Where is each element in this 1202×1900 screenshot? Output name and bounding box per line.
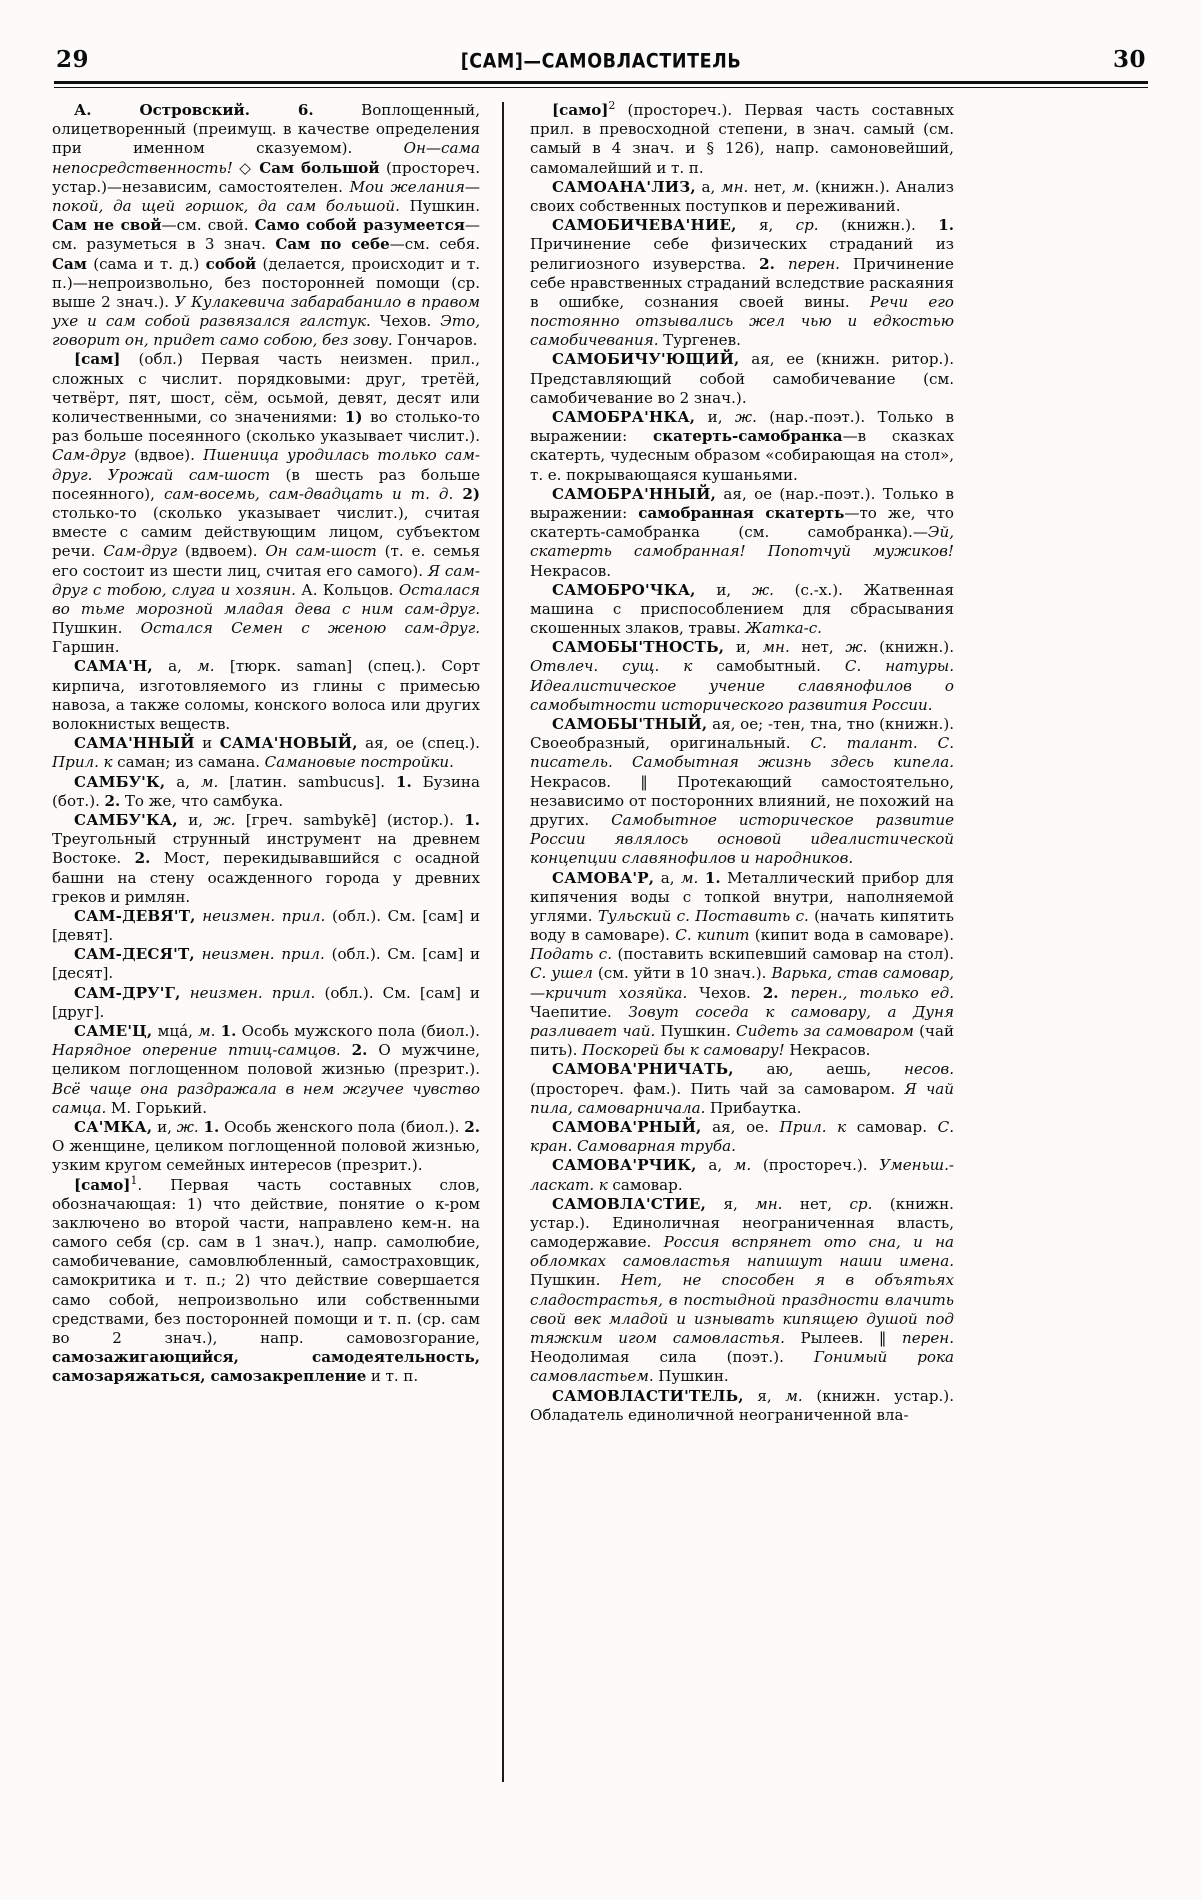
entry-samo-prefix-2: [само]$^2$ (простореч.). Первая часть составных прил. в превосходной степени, в знач. самый (см. самый в 4 знач. и § 126), напр. самоновейший, самомалейший и т. п. <box>530 98 954 177</box>
entry-samovarnyj: САМОВА'РНЫЙ, ая, ое. Прил. к самовар. С. кран. Самоварная труба. <box>530 1117 954 1156</box>
entry-samovlastitel: САМОВЛАСТИ'ТЕЛЬ, я, м. (книжн. устар.). Обладатель единоличной неограниченной вла- <box>530 1386 954 1424</box>
entry-samo-prefix-1: [само]$^1$. Первая часть составных слов, обозначающая: 1) что действие, понятие о к-ром заключено во второй части, направлено кем-н. на самого себя (ср. сам в 1 знач.), напр. самолюбие, самобичевание, самовлюбленный, самостраховщик, самокритика и т. п.; 2) что действие совершается само собой, непроизвольно или собственными средствами, без посторонней помощи и т. п. (ср. сам во 2 знач.), напр. самовозгорание, самозажигающийся, самодеятельность, самозаряжаться, самозакрепление и т. п. <box>52 1173 480 1386</box>
page-title: [САМ]—САМОВЛАСТИТЕЛЬ <box>460 50 742 74</box>
entry-samec: САМЕ'Ц, мца́, м. 1. Особь мужского пола (биол.). Нарядное оперение птиц-самцов. 2. О мужчине, целиком поглощенном половой жизнью (презрит.). Всё чаще она раздражала в нем жгучее чувство самца. М. Горький. <box>52 1022 480 1117</box>
entry-samobytnyj: САМОБЫ'ТНЫЙ, ая, ое; -тен, тна, тно (книжн.). Своеобразный, оригинальный. С. талант. С. писатель. Самобытная жизнь здесь кипела. Некрасов. ‖ Протекающий самостоятельно, независимо от посторонних влияний, не похожий на других. Самобытное историческое развитие России являлось основой идеалистической концепции славянофилов и народников. <box>530 715 954 868</box>
folio-right: 30 <box>1112 46 1146 73</box>
entry-sam-continuation: А. Островский. 6. Воплощенный, олицетворенный (преимущ. в качестве определения при именном сказуемом). Он—сама непосредственность! ◇ Сам большой (простореч. устар.)—независим, самостоятелен. Мои желания—покой, да щей горшок, да сам большой. Пушкин. Сам не свой—см. свой. Само собой разумеется—см. разуметься в 3 знач. Сам по себе—см. себя. Сам (сама и т. д.) собой (делается, происходит и т. п.)—непроизвольно, без посторонней помощи (ср. выше 2 знач.). У Кулакевича забарабанило в правом ухе и сам собой развязался галстук. Чехов. Это, говорит он, придет само собою, без зову. Гончаров. <box>52 101 481 350</box>
entry-samka: СА'МКА, и, ж. 1. Особь женского пола (биол.). 2. О женщине, целиком поглощенной половой жизнью, узким кругом семейных интересов (презрит.). <box>52 1117 480 1175</box>
folio-left: 29 <box>56 46 90 73</box>
entry-samobrochka: САМОБРО'ЧКА, и, ж. (с.-х.). Жатвенная машина с приспособлением для сбрасывания скошенных злаков, травы. Жатка-с. <box>530 580 954 638</box>
two-column-body <box>52 98 1150 1843</box>
entry-samovlastie: САМОВЛА'СТИЕ, я, мн. нет, ср. (книжн. устар.). Единоличная неограниченная власть, самодержавие. Россия вспрянет ото сна, и на обломках самовластья напишут наши имена. Пушкин. Нет, не способен я в объятьях сладострастья, в постыдной праздности влачить свой век младой и изнывать кипящею душой под тяжким игом самовластья. Рылеев. ‖ перен. Неодолимая сила (поэт.). Гонимый рока самовластьем. Пушкин. <box>530 1194 955 1386</box>
entry-sambuka: САМБУ'КА, и, ж. [греч. sambykē] (истор.). 1. Треугольный струнный инструмент на древнем Востоке. 2. Мост, перекидывавшийся с осадной башни на стену осажденного города у древних греков и римлян. <box>52 810 480 906</box>
entry-samobranka: САМОБРА'НКА, и, ж. (нар.-поэт.). Только в выражении: скатерть-самобранка—в сказках скатерть, чудесным образом «собирающая на стол», т. е. покрывающаяся кушаньями. <box>530 408 954 484</box>
entry-samannyj: САМА'ННЫЙ и САМА'НОВЫЙ, ая, ое (спец.). Прил. к саман; из самана. Самановые постройки. <box>52 734 480 772</box>
entry-samoanaliz: САМОАНА'ЛИЗ, а, мн. нет, м. (книжн.). Анализ своих собственных поступков и переживаний. <box>530 177 954 215</box>
column-right <box>504 98 955 1843</box>
entry-samobytnost: САМОБЫ'ТНОСТЬ, и, мн. нет, ж. (книжн.). Отвлеч. сущ. к самобытный. С. натуры. Идеалистическое учение славянофилов о самобытности исторического развития России. <box>530 638 955 714</box>
entry-sam-drug: САМ-ДРУ'Г, неизмен. прил. (обл.). См. [сам] и [друг]. <box>52 983 480 1021</box>
entry-saman: САМА'Н, а, м. [тюрк. saman] (спец.). Сорт кирпича, изготовляемого из глины с примесью навоза, а также соломы, конского волоса или других волокнистых веществ. <box>52 657 480 733</box>
entry-samobichevanie: САМОБИЧЕВА'НИЕ, я, ср. (книжн.). 1. Причинение себе физических страданий из религиозного изуверства. 2. перен. Причинение себе нравственных страданий вследствие раскаяния в ошибке, сознания своей вины. Речи его постоянно отзывались жел чью и едкостью самобичевания. Тургенев. <box>530 216 954 350</box>
entry-sambuk: САМБУ'К, а, м. [латин. sambucus]. 1. Бузина (бот.). 2. То же, что самбука. <box>52 772 480 810</box>
entry-samovar: САМОВА'Р, а, м. 1. Металлический прибор для кипячения воды с топкой внутри, наполняемой углями. Тульский с. Поставить с. (начать кипятить воду в самоваре). С. кипит (кипит вода в самоваре). Подать с. (поставить вскипевший самовар на стол). С. ушел (см. уйти в 10 знач.). Варька, став самовар,—кричит хозяйка. Чехов. 2. перен., только ед. Чаепитие. Зовут соседа к самовару, а Дуня разливает чай. Пушкин. Сидеть за самоваром (чай пить). Поскорей бы к самовару! Некрасов. <box>530 868 955 1060</box>
entry-sam-prefix: [сам] (обл.) Первая часть неизмен. прил., сложных с числит. порядковыми: друг, третёй, четвёрт, пят, шост, сём, осьмой, девят, десят или количественными, со значениями: 1) во столько-то раз больше посеянного (сколько указывает числит.). Сам-друг (вдвое). Пшеница уродилась только сам-друг. Урожай сам-шост (в шесть раз больше посеянного), сам-восемь, сам-двадцать и т. д. 2) столько-то (сколько указывает числит.), считая вместе с самим действующим лицом, субъектом речи. Сам-друг (вдвоем). Он сам-шост (т. е. семья его состоит из шести лиц, считая его самого). Я сам-друг с тобою, слуга и хозяин. А. Кольцов. Осталася во тьме морозной младая дева с ним сам-друг. Пушкин. Остался Семен с женою сам-друг. Гаршин. <box>52 350 481 657</box>
entry-sam-desyat: САМ-ДЕСЯ'Т, неизмен. прил. (обл.). См. [сам] и [десят]. <box>52 945 480 983</box>
entry-samovarchik: САМОВА'РЧИК, а, м. (простореч.). Уменьш.-ласкат. к самовар. <box>530 1156 954 1194</box>
running-head <box>52 46 1150 79</box>
column-left <box>52 101 502 1843</box>
entry-samovarnichat: САМОВА'РНИЧАТЬ, аю, аешь, несов. (простореч. фам.). Пить чай за самоваром. Я чай пила, самоварничала. Прибаутка. <box>530 1060 954 1117</box>
header-rule <box>54 81 1148 88</box>
entry-sam-devyat: САМ-ДЕВЯ'Т, неизмен. прил. (обл.). См. [сам] и [девят]. <box>52 906 480 945</box>
entry-samobichuyushchij: САМОБИЧУ'ЮЩИЙ, ая, ее (книжн. ритор.). Представляющий собой самобичевание (см. самобичевание во 2 знач.). <box>530 350 954 407</box>
entry-samobrannyj: САМОБРА'ННЫЙ, ая, ое (нар.-поэт.). Только в выражении: самобранная скатерть—то же, что скатерть-самобранка (см. самобранка).—Эй, скатерть самобранная! Попотчуй мужиков! Некрасов. <box>530 484 955 580</box>
